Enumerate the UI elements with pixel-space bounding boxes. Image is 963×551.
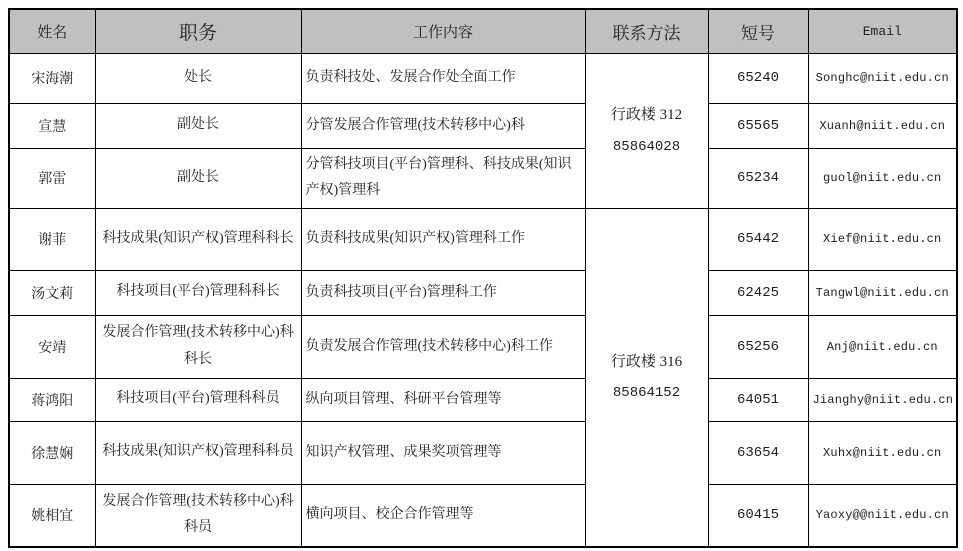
cell-duty: 负责科技项目(平台)管理科工作: [301, 270, 585, 315]
cell-title: 副处长: [95, 103, 301, 148]
table-row: [9, 53, 957, 103]
cell-title: 科技成果(知识产权)管理科科员: [95, 421, 301, 484]
header-short: 短号: [708, 9, 808, 53]
contact-location: 行政楼 312: [610, 107, 683, 124]
cell-title: 科技项目(平台)管理科科长: [95, 270, 301, 315]
cell-short: 65256: [708, 315, 808, 378]
cell-short: 65240: [708, 53, 808, 103]
cell-duty: 分管发展合作管理(技术转移中心)科: [301, 103, 585, 148]
table-row: [9, 148, 957, 208]
cell-email: Xuhx@niit.edu.cn: [808, 421, 957, 484]
cell-short: 65234: [708, 148, 808, 208]
cell-name: 安靖: [9, 315, 95, 378]
cell-title: 处长: [95, 53, 301, 103]
table-row: [9, 421, 957, 484]
cell-duty: 横向项目、校企合作管理等: [301, 484, 585, 547]
contact-location: 行政楼 316: [610, 354, 683, 371]
contact-phone: 85864152: [612, 385, 681, 402]
cell-duty: 负责科技处、发展合作处全面工作: [301, 53, 585, 103]
cell-email: Xief@niit.edu.cn: [808, 208, 957, 270]
table-row: [9, 103, 957, 148]
cell-email: Jianghy@niit.edu.cn: [808, 378, 957, 421]
cell-email: guol@niit.edu.cn: [808, 148, 957, 208]
cell-short: 60415: [708, 484, 808, 547]
cell-title: 科技成果(知识产权)管理科科长: [95, 208, 301, 270]
table-row: [9, 208, 957, 270]
contact-cell-building-316: [585, 208, 708, 547]
cell-short: 64051: [708, 378, 808, 421]
header-email: Email: [808, 9, 957, 53]
table-row: [9, 270, 957, 315]
cell-name: 蒋鸿阳: [9, 378, 95, 421]
cell-email: Yaoxy@@niit.edu.cn: [808, 484, 957, 547]
cell-short: 65442: [708, 208, 808, 270]
cell-short: 65565: [708, 103, 808, 148]
cell-short: 63654: [708, 421, 808, 484]
cell-name: 宋海潮: [9, 53, 95, 103]
cell-email: Anj@niit.edu.cn: [808, 315, 957, 378]
cell-email: Xuanh@niit.edu.cn: [808, 103, 957, 148]
header-name: 姓名: [9, 9, 95, 53]
cell-duty: 负责科技成果(知识产权)管理科工作: [301, 208, 585, 270]
staff-table: [8, 8, 958, 548]
cell-title: 发展合作管理(技术转移中心)科科员: [95, 484, 301, 547]
cell-name: 宣慧: [9, 103, 95, 148]
cell-title: 科技项目(平台)管理科科员: [95, 378, 301, 421]
cell-title: 发展合作管理(技术转移中心)科科长: [95, 315, 301, 378]
table-row: [9, 315, 957, 378]
cell-name: 汤文莉: [9, 270, 95, 315]
cell-title: 副处长: [95, 148, 301, 208]
cell-name: 郭雷: [9, 148, 95, 208]
header-row: [9, 9, 957, 53]
contact-phone: 85864028: [612, 138, 681, 155]
cell-duty: 知识产权管理、成果奖项管理等: [301, 421, 585, 484]
cell-name: 徐慧娴: [9, 421, 95, 484]
contact-cell-building-312: [585, 53, 708, 208]
header-contact: 联系方法: [585, 9, 708, 53]
cell-duty: 分管科技项目(平台)管理科、科技成果(知识产权)管理科: [301, 148, 585, 208]
cell-duty: 纵向项目管理、科研平台管理等: [301, 378, 585, 421]
header-title: 职务: [95, 9, 301, 53]
cell-duty: 负责发展合作管理(技术转移中心)科工作: [301, 315, 585, 378]
cell-name: 谢菲: [9, 208, 95, 270]
cell-email: Tangwl@niit.edu.cn: [808, 270, 957, 315]
table-row: [9, 484, 957, 547]
cell-short: 62425: [708, 270, 808, 315]
header-duty: 工作内容: [301, 9, 585, 53]
table-row: [9, 378, 957, 421]
cell-email: Songhc@niit.edu.cn: [808, 53, 957, 103]
cell-name: 姚相宜: [9, 484, 95, 547]
